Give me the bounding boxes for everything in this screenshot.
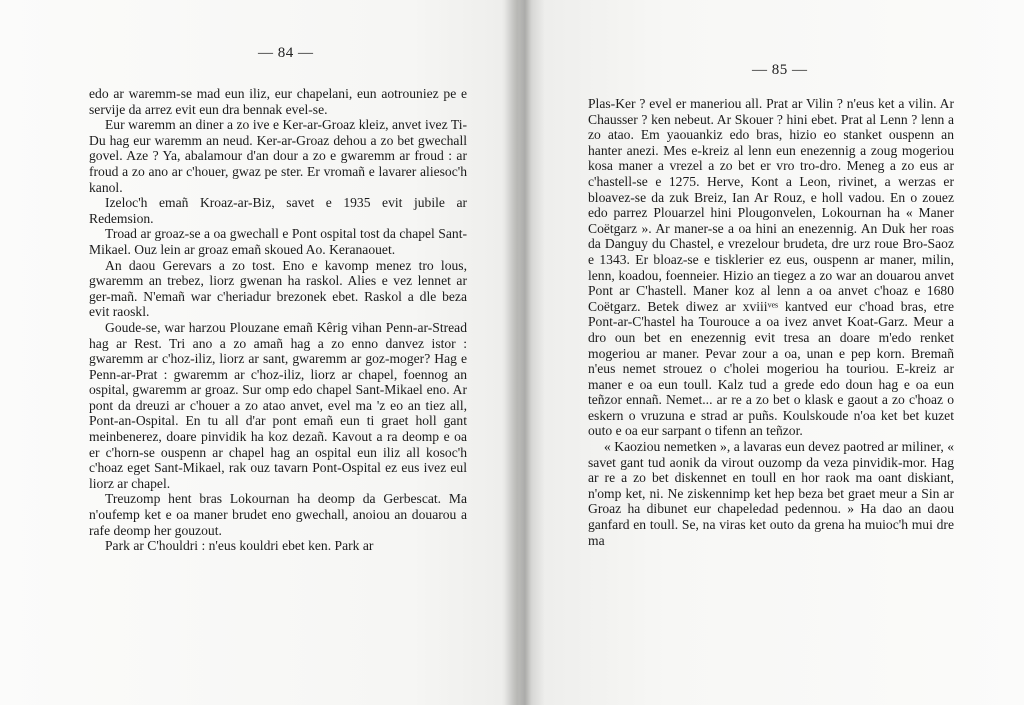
page-number: — 84 — bbox=[258, 45, 314, 61]
paragraph: « Kaoziou nemetken », a lavaras eun devez paotred ar miliner, « savet gant tud aonik da virout ouzomp da veza pinvidik-mor. Hag ar re a zo bet diskennet en toull en hor raok ma oant diskiant, n'omp ket, ni. Ne ziskennimp ket hep beza bet graet meur a Sin ar Groaz ha dibunet eur chapeledad pedennou. » Ha dao an daou ganfard en toull. Se, na viras ket outo da grena ha muioc'h mui dre ma bbox=[588, 439, 954, 548]
paragraph: Plas-Ker ? evel er maneriou all. Prat ar Vilin ? n'eus ket a vilin. Ar Chausser ? ken nebeut. Ar Skouer ? hini ebet. Prat al Lenn ? lenn a zo atao. Em yaouankiz edo bras, hizio eo stanket ouspenn an hanter anezi. Mes e-kreiz al lenn eun enezennig a zoug mogeriou kosa maner a vrezel a zo bet er vro tro-dro. Meneg a zo eus ar c'hastell-se e 1275. Herve, Kont a Leon, rivinet, a werzas er bloavez-se da zuk Breiz, Ian Ar Rouz, e holl vadou. En o zouez edo parrez Plouarzel hini Plougonvelen, Lokournan ha « Maner Coëtgarz ». Ar maner-se a oa hini an enezennig. An Duk her roas da Danguy du Chastel, e vrezelour brudeta, dre urz roue Bro-Saoz e 1343. Er bloaz-se e tisklerier ez eus, ouspenn ar maner, milin, lenn, koadou, foenneier. Hizio an tiegez a zo war an douarou anvet Pont ar C'hastell. Maner koz al lenn a oa anvet c'hoaz e 1680 Coëtgarz. Betek diwez ar xviiiᵛᵉˢ kantved eur c'hoad bras, etre Pont-ar-C'hastel ha Tourouce a oa ivez anvet Koat-Garz. Meur a dro oun bet en enezennig evit tresa an doare m'edo renket mogeriou ar maner. Pevar zour a oa, unan e pep korn. Bremañ n'eus nemet strouez o c'holei mogeriou ha touriou. E-kreiz ar maner e oa eun toull. Kalz tud a grede edo doun hag e oa eun teñzor ennañ. Nemet... ar re a zo bet o klask e gaout a zo c'hoaz o eskern o vruzuna e strad ar puñs. Koulskoude n'oa ket bet kuzet outo e oa eur sarpant o tifenn an teñzor. bbox=[588, 96, 954, 439]
page-number: — 85 — bbox=[752, 62, 808, 78]
right-page bbox=[512, 0, 1024, 705]
paragraph: Treuzomp hent bras Lokournan ha deomp da Gerbescat. Ma n'oufemp ket e oa maner brudet eno gwechall, anoiou an douarou a rafe deomp her gouzout. bbox=[89, 491, 467, 538]
paragraph: Park ar C'houldri : n'eus kouldri ebet ken. Park ar bbox=[105, 538, 374, 554]
paragraph: Eur waremm an diner a zo ive e Ker-ar-Groaz kleiz, anvet ivez Ti-Du hag eur waremm an neud. Ker-ar-Groaz dehou a zo bet gwechall govel. Aze ? Ya, abalamour d'an dour a zo e gwaremm ar froud : ar froud a zo ano ar c'houer, gwaz pe ster. Er vromañ e lavarer aliesoc'h kanol. bbox=[89, 117, 467, 195]
paragraph: edo ar waremm-se mad eun iliz, eur chapelani, eun aotrouniez pe e servije da arrez evit eun dra bennak evel-se. bbox=[89, 86, 467, 117]
paragraph: Troad ar groaz-se a oa gwechall e Pont ospital tost da chapel Sant-Mikael. Ouz lein ar groaz emañ skoued Ao. Keranaouet. bbox=[89, 226, 467, 257]
paragraph: Goude-se, war harzou Plouzane emañ Kêrig vihan Penn-ar-Stread hag ar Rest. Tri ano a zo amañ hag a zo enno danvez istor : gwaremm ar c'hoz-iliz, liorz ar sant, gwaremm ar goz-moger? Hag e Penn-ar-Prat : gwaremm ar c'hoz-iliz, liorz ar chapel, foennog an ospital, gwaremm ar groaz. Sur omp edo chapel Sant-Mikael eno. Ar pont da dreuzi ar c'houer a zo atao anvet, evel ma 'z eo an tiez all, Pont-an-Ospital. En tu all d'ar pont emañ eun ti graet holl gant meinbenerez, doare pinvidik ha koz dezañ. Kavout a ra deomp e oa er c'horn-se ouspenn ar chapel hag an ospital eun iliz all kosoc'h c'hoaz eget Sant-Mikael, rak ouz tavarn Pont-Ospital ez eus ivez eul liorz ar chapel. bbox=[89, 319, 467, 491]
page-text bbox=[588, 96, 954, 548]
paragraph: Izeloc'h emañ Kroaz-ar-Biz, savet e 1935 evit jubile ar Redemsion. bbox=[89, 195, 467, 226]
page-text bbox=[89, 86, 467, 554]
paragraph: An daou Gerevars a zo tost. Eno e kavomp menez tro lous, gwaremm an trebez, liorz gwenan ha raskol. Alies e vez lennet ar ger-mañ. N'emañ war c'heriadur brezonek ebet. Raskol a dle beza evit raoskl. bbox=[89, 257, 467, 320]
